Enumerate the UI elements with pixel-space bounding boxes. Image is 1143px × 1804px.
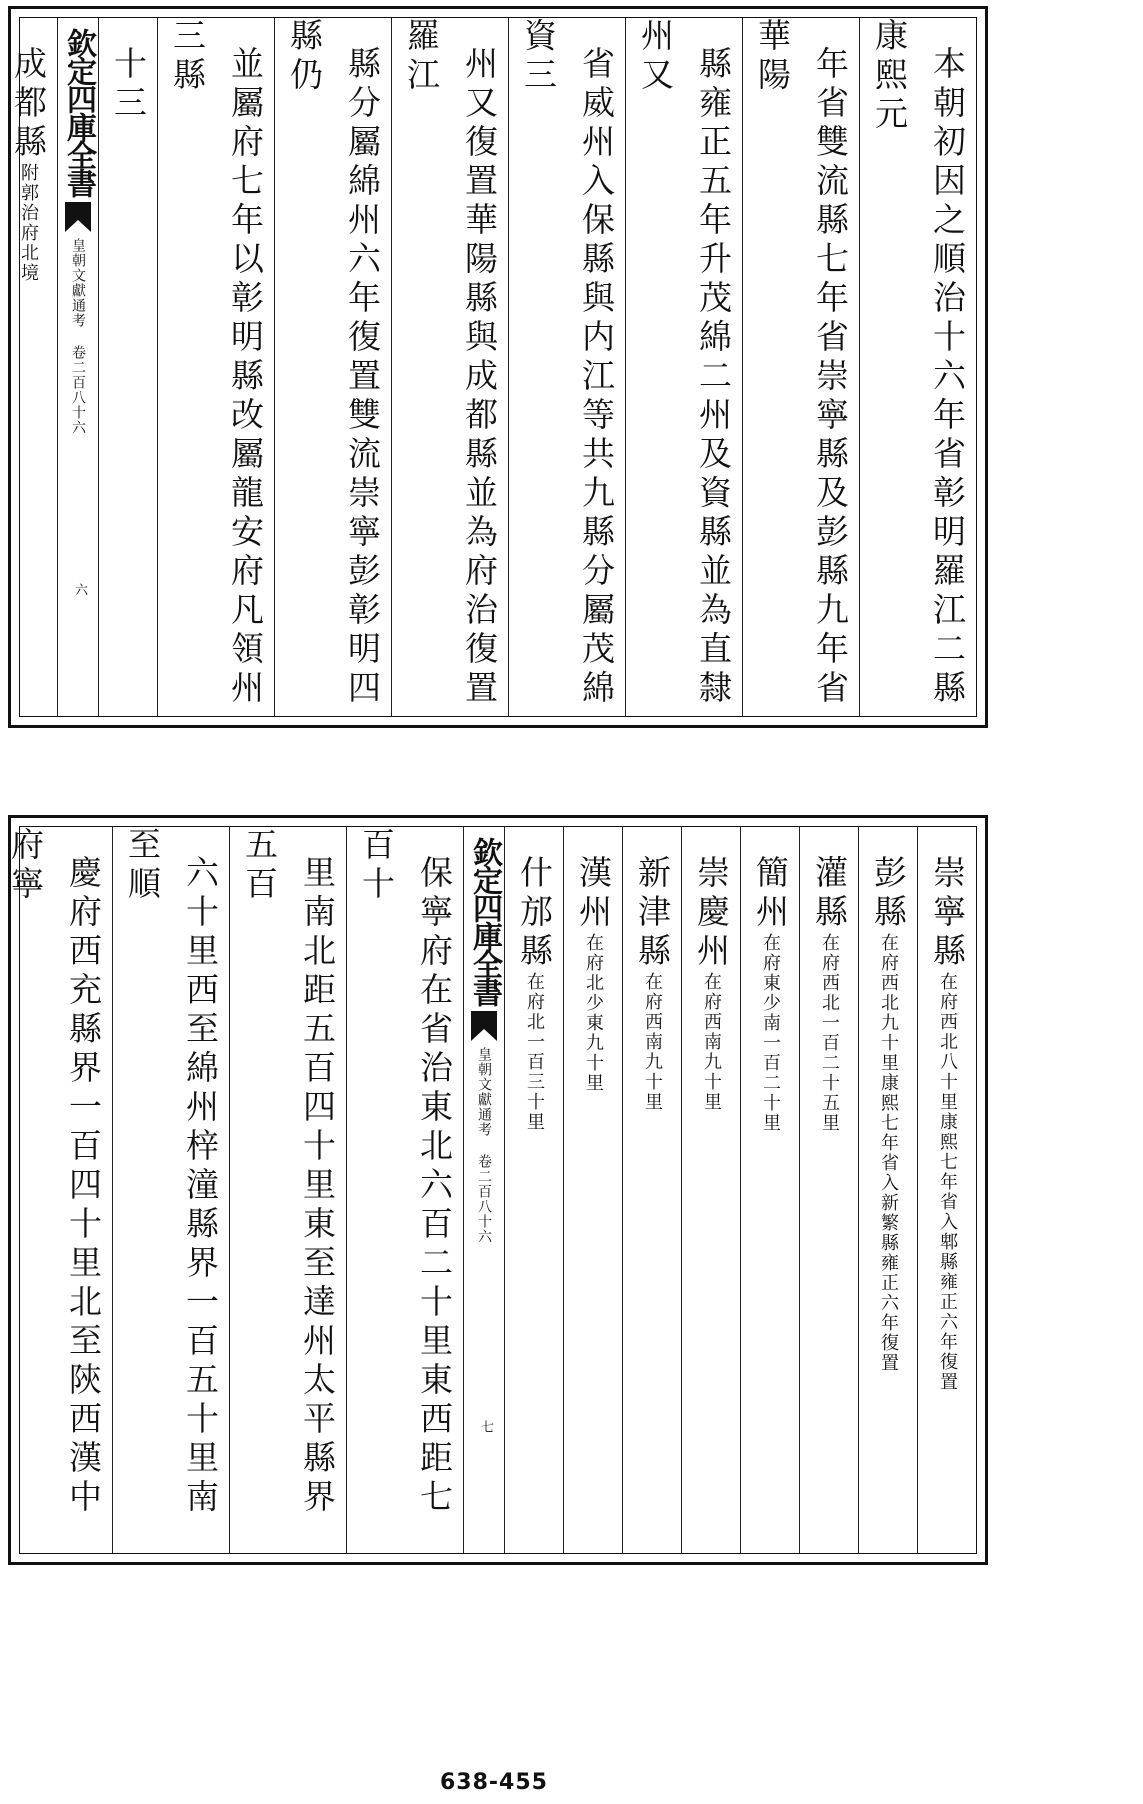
main-text: 簡州 — [751, 855, 790, 933]
main-text: 彭縣 — [869, 855, 908, 933]
annotation-text: 在府北少東九十里 — [583, 933, 604, 1093]
main-text: 本朝初因之順治十六年省彰明羅江二縣康熙元 — [870, 18, 967, 709]
text-column — [859, 18, 976, 716]
bottom-page-columns — [6, 826, 977, 1554]
book-title: 欽定四庫全書 — [61, 28, 96, 196]
main-text: 成都縣 — [9, 46, 48, 163]
annotation-text: 在府西北八十里康熙七年省入郫縣雍正六年復置 — [937, 972, 958, 1392]
text-column — [98, 18, 157, 716]
top-page-columns — [9, 17, 977, 717]
center-gutter — [57, 18, 98, 716]
main-text: 十三 — [109, 46, 148, 124]
catalog-number: 638-455 — [440, 1770, 548, 1795]
text-column — [391, 18, 508, 716]
annotation-text: 在府東少南一百二十里 — [760, 933, 781, 1133]
text-column — [681, 827, 740, 1553]
text-column — [740, 827, 799, 1553]
text-column — [742, 18, 859, 716]
text-column — [346, 827, 463, 1553]
main-text: 慶府西充縣界一百四十里北至陝西漢中府寧 — [6, 827, 103, 1518]
main-text: 縣雍正五年升茂綿二州及資縣並為直隸州又 — [636, 18, 733, 709]
text-column — [622, 827, 681, 1553]
main-text: 省威州入保縣與内江等共九縣分屬茂綿資三 — [519, 18, 616, 709]
main-text: 年省雙流縣七年省崇寧縣及彭縣九年省華陽 — [753, 18, 850, 709]
text-column — [917, 827, 976, 1553]
book-title: 欽定四庫全書 — [467, 837, 502, 1005]
annotation-text: 附郭治府北境 — [18, 163, 39, 283]
main-text: 崇慶州 — [692, 855, 731, 972]
text-column — [504, 827, 563, 1553]
text-column — [157, 18, 274, 716]
annotation-text: 在府西南九十里 — [642, 972, 663, 1112]
main-text: 並屬府七年以彰明縣改屬龍安府凡領州三縣 — [168, 18, 265, 709]
leaf-number: 六 — [72, 583, 87, 596]
text-column — [274, 18, 391, 716]
main-text: 新津縣 — [633, 855, 672, 972]
main-text: 縣分屬綿州六年復置雙流崇寧彭彰明四縣仍 — [285, 18, 382, 709]
text-column — [799, 827, 858, 1553]
main-text: 六十里西至綿州梓潼縣界一百五十里南至順 — [123, 827, 220, 1518]
bottom-page — [8, 815, 988, 1565]
main-text: 州又復置華陽縣與成都縣並為府治復置羅江 — [402, 18, 499, 709]
text-column — [0, 18, 57, 716]
main-text: 保寧府在省治東北六百二十里東西距七百十 — [357, 827, 454, 1518]
top-page — [8, 6, 988, 728]
book-subtitle: 皇朝文獻通考 卷二百八十六 — [476, 1047, 492, 1244]
main-text: 漢州 — [574, 855, 613, 933]
annotation-text: 在府西北九十里康熙七年省入新繁縣雍正六年復置 — [878, 933, 899, 1373]
main-text: 崇寧縣 — [928, 855, 967, 972]
annotation-text: 在府西北一百二十五里 — [819, 933, 840, 1133]
fish-tail-mark — [65, 202, 91, 232]
book-subtitle: 皇朝文獻通考 卷二百八十六 — [70, 238, 86, 435]
main-text: 什邡縣 — [515, 855, 554, 972]
main-text: 灌縣 — [810, 855, 849, 933]
text-column — [112, 827, 229, 1553]
text-column — [229, 827, 346, 1553]
center-gutter — [463, 827, 504, 1553]
annotation-text: 在府北一百三十里 — [524, 972, 545, 1132]
text-column — [858, 827, 917, 1553]
leaf-number: 七 — [478, 1420, 493, 1433]
annotation-text: 在府西南九十里 — [701, 972, 722, 1112]
text-column — [508, 18, 625, 716]
text-column — [0, 827, 112, 1553]
text-column — [625, 18, 742, 716]
fish-tail-mark — [471, 1011, 497, 1041]
main-text: 里南北距五百四十里東至達州太平縣界五百 — [240, 827, 337, 1518]
text-column — [563, 827, 622, 1553]
